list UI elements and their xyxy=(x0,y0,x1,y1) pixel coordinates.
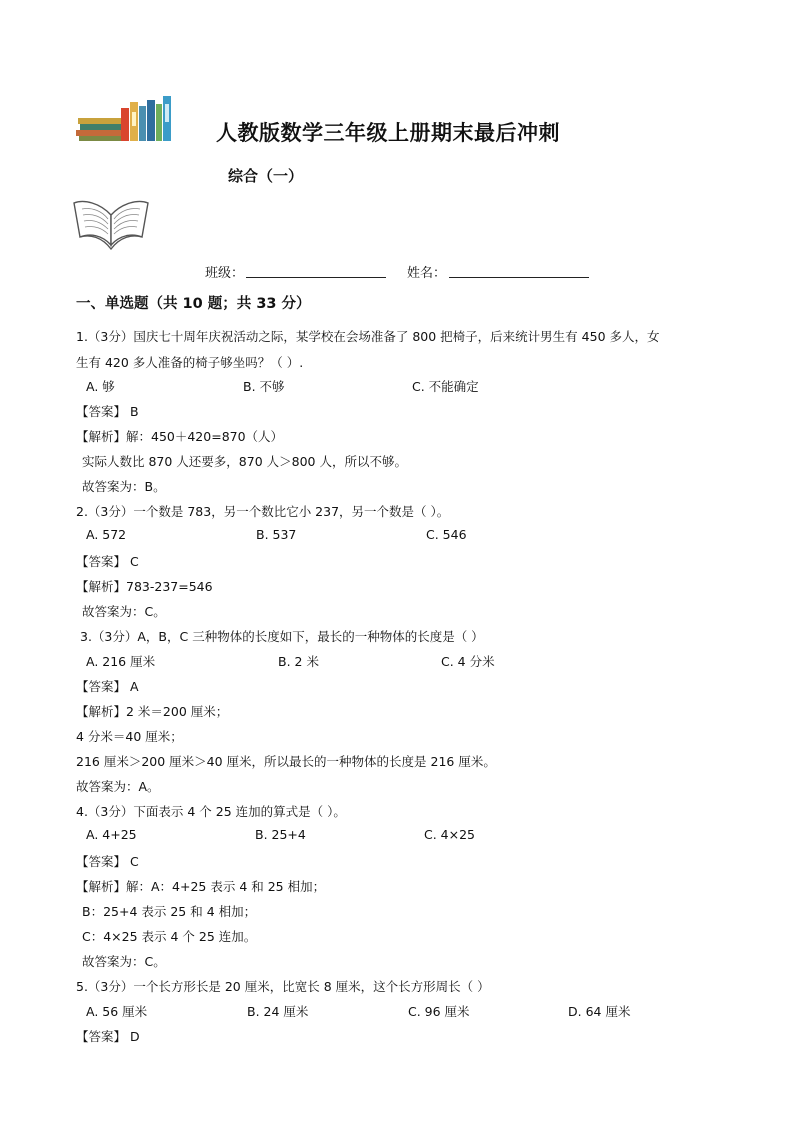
question-4-analysis-4: 故答案为：C。 xyxy=(82,954,166,969)
question-4-analysis-2: B：25+4 表示 25 和 4 相加； xyxy=(82,904,257,919)
question-5-stem: 5.（3分）一个长方形长是 20 厘米，比宽长 8 厘米，这个长方形周长（ ） xyxy=(76,979,490,994)
question-2-answer: 【答案】 C xyxy=(76,554,139,569)
question-1-analysis-1: 【解析】解：450＋420=870（人） xyxy=(76,429,284,444)
document-title: 人教版数学三年级上册期末最后冲刺 xyxy=(216,120,560,145)
question-5-option-c: C. 96 厘米 xyxy=(408,1004,470,1019)
question-4-option-c: C. 4×25 xyxy=(424,827,476,842)
question-5-option-d: D. 64 厘米 xyxy=(568,1004,631,1019)
question-4-option-a: A. 4+25 xyxy=(86,827,137,842)
question-5-option-a: A. 56 厘米 xyxy=(86,1004,148,1019)
name-label: 姓名： xyxy=(407,266,447,281)
question-2-analysis-2: 故答案为：C。 xyxy=(82,604,166,619)
section-heading: 一、单选题（共 10 题；共 33 分） xyxy=(76,296,311,312)
question-1-analysis-3: 故答案为：B。 xyxy=(82,479,166,494)
question-1-analysis-2: 实际人数比 870 人还要多，870 人＞800 人，所以不够。 xyxy=(82,454,407,469)
class-label: 班级： xyxy=(205,266,245,281)
question-1-stem-line1: 1.（3分）国庆七十周年庆祝活动之际，某学校在会场准备了 800 把椅子，后来统计男生有 450 多人，女 xyxy=(76,329,660,344)
question-5-option-b: B. 24 厘米 xyxy=(247,1004,309,1019)
question-1-option-c: C. 不能确定 xyxy=(412,379,479,394)
question-4-answer: 【答案】 C xyxy=(76,854,139,869)
question-3-analysis-1: 【解析】2 米＝200 厘米； xyxy=(76,704,229,719)
question-2-stem: 2.（3分）一个数是 783，另一个数比它小 237，另一个数是（ ）。 xyxy=(76,504,450,519)
question-4-analysis-3: C：4×25 表示 4 个 25 连加。 xyxy=(82,929,257,944)
question-2-option-c: C. 546 xyxy=(426,527,467,542)
question-3-answer: 【答案】 A xyxy=(76,679,139,694)
question-2-analysis-1: 【解析】783-237=546 xyxy=(76,579,213,594)
question-3-analysis-4: 故答案为：A。 xyxy=(76,779,160,794)
question-3-option-a: A. 216 厘米 xyxy=(86,654,156,669)
question-3-analysis-3: 216 厘米＞200 厘米＞40 厘米，所以最长的一种物体的长度是 216 厘米。 xyxy=(76,754,496,769)
class-field[interactable] xyxy=(246,277,386,278)
question-1-stem-line2: 生有 420 多人准备的椅子够坐吗？（ ）. xyxy=(76,355,304,370)
question-4-stem: 4.（3分）下面表示 4 个 25 连加的算式是（ ）。 xyxy=(76,804,346,819)
question-3-analysis-2: 4 分米＝40 厘米； xyxy=(76,729,183,744)
question-2-option-a: A. 572 xyxy=(86,527,127,542)
question-5-answer: 【答案】 D xyxy=(76,1029,140,1044)
open-book-icon xyxy=(70,193,152,253)
question-1-option-b: B. 不够 xyxy=(243,379,285,394)
question-1-answer: 【答案】 B xyxy=(76,404,139,419)
document-subtitle: 综合（一） xyxy=(228,167,304,185)
books-stack-icon xyxy=(76,94,176,142)
question-3-stem: 3.（3分）A，B，C 三种物体的长度如下，最长的一种物体的长度是（ ） xyxy=(80,629,484,644)
question-1-option-a: A. 够 xyxy=(86,379,115,394)
question-4-analysis-1: 【解析】解：A：4+25 表示 4 和 25 相加； xyxy=(76,879,326,894)
question-2-option-b: B. 537 xyxy=(256,527,297,542)
name-field[interactable] xyxy=(449,277,589,278)
question-3-option-c: C. 4 分米 xyxy=(441,654,495,669)
question-3-option-b: B. 2 米 xyxy=(278,654,319,669)
question-4-option-b: B. 25+4 xyxy=(255,827,306,842)
